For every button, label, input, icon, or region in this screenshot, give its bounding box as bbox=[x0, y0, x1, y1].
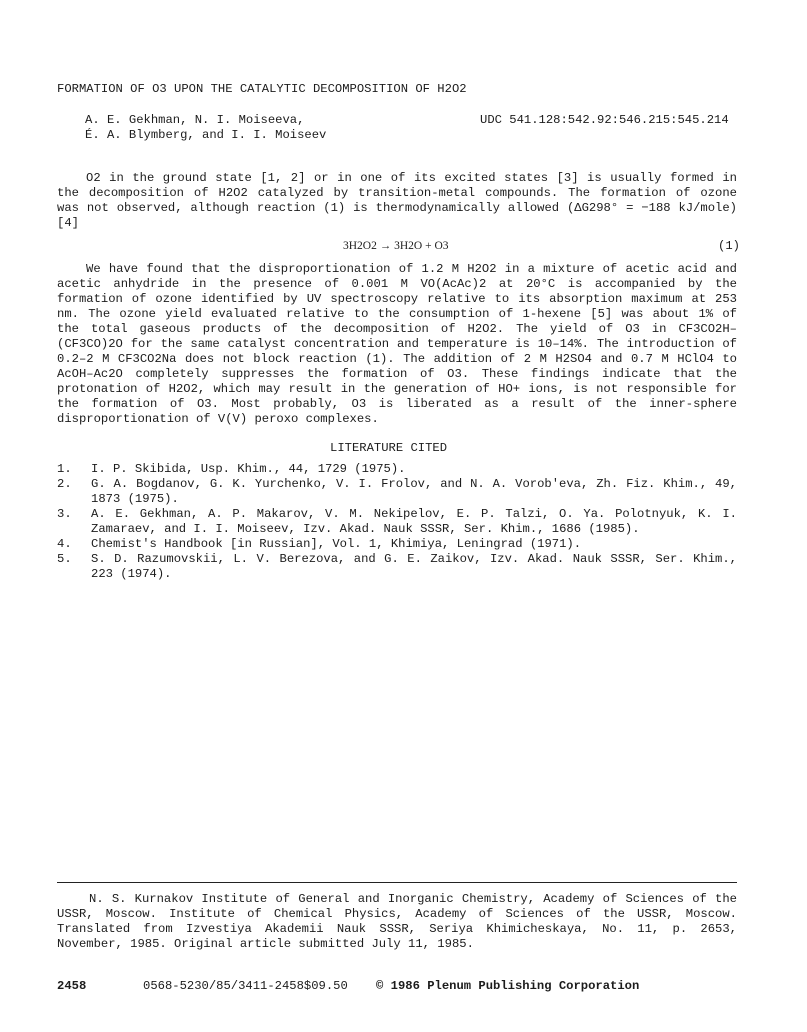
article-title: FORMATION OF O3 UPON THE CATALYTIC DECOMPOSITION OF H2O2 bbox=[57, 82, 467, 96]
affiliation-footnote: N. S. Kurnakov Institute of General and Inorganic Chemistry, Academy of Sciences of the USSR, Moscow. Institute of Chemical Physics, Academy of Sciences of the USSR, Moscow. Translated from Izvestiya Akademii Nauk SSSR, Seriya Khimicheskaya, No. 11, p. 2653, November, 1985. Original article submitted July 11, 1985. bbox=[57, 892, 737, 951]
copyright-notice: © 1986 Plenum Publishing Corporation bbox=[376, 979, 640, 993]
author-block bbox=[85, 113, 326, 143]
authors-line-2: É. A. Blymberg, and I. I. Moiseev bbox=[85, 128, 327, 142]
reference-item bbox=[57, 552, 737, 582]
footnote-divider bbox=[57, 882, 737, 883]
reference-text: I. P. Skibida, Usp. Khim., 44, 1729 (1975). bbox=[91, 462, 406, 476]
reference-text: G. A. Bogdanov, G. K. Yurchenko, V. I. Frolov, and N. A. Vorob'eva, Zh. Fiz. Khim., 49, 1873 (1975). bbox=[91, 477, 737, 506]
udc-code: UDC 541.128:542.92:546.215:545.214 bbox=[480, 113, 729, 127]
reference-item bbox=[57, 507, 737, 537]
reference-text: Chemist's Handbook [in Russian], Vol. 1, Khimiya, Leningrad (1971). bbox=[91, 537, 582, 551]
page-number: 2458 bbox=[57, 979, 87, 993]
reference-number: 2. bbox=[57, 477, 72, 491]
reference-number: 3. bbox=[57, 507, 72, 521]
paragraph-intro: O2 in the ground state [1, 2] or in one of its excited states [3] is usually formed in the decomposition of H2O2 catalyzed by transition-metal compounds. The formation of ozone was not observed, although reaction (1) is thermodynamically allowed (ΔG298° = −188 kJ/mole) [4] bbox=[57, 171, 737, 230]
reference-item bbox=[57, 462, 737, 477]
reference-text: S. D. Razumovskii, L. V. Berezova, and G. E. Zaikov, Izv. Akad. Nauk SSSR, Ser. Khim., 223 (1974). bbox=[91, 552, 737, 581]
reference-number: 1. bbox=[57, 462, 72, 476]
reference-item bbox=[57, 477, 737, 507]
reaction-equation: 3H2O2 → 3H2O + O3 bbox=[343, 240, 449, 252]
reference-text: A. E. Gekhman, A. P. Makarov, V. M. Nekipelov, E. P. Talzi, O. Ya. Polotnyuk, K. I. Zamaraev, and I. I. Moiseev, Izv. Akad. Nauk SSSR, Ser. Khim., 1686 (1985). bbox=[91, 507, 737, 536]
article-code: 0568-5230/85/3411-2458$09.50 bbox=[143, 979, 348, 993]
authors-line-1: A. E. Gekhman, N. I. Moiseeva, bbox=[85, 113, 305, 127]
reference-item bbox=[57, 537, 737, 552]
reference-number: 5. bbox=[57, 552, 72, 566]
reference-number: 4. bbox=[57, 537, 72, 551]
literature-heading: LITERATURE CITED bbox=[330, 441, 448, 455]
reference-list bbox=[57, 462, 737, 582]
paragraph-findings: We have found that the disproportionation of 1.2 M H2O2 in a mixture of acetic acid and acetic anhydride in the presence of 0.001 M VO(AcAc)2 at 20°C is accompanied by the formation of ozone identified by UV spectroscopy relative to its absorption maximum at 253 nm. The ozone yield evaluated relative to the consumption of 1-hexene [5] was about 1% of the total gaseous products of the decomposition of H2O2. The yield of O3 in CF3CO2H–(CF3CO)2O for the same catalyst concentration and temperature is 10–14%. The introduction of 0.2–2 M CF3CO2Na does not block reaction (1). The addition of 2 M H2SO4 and 0.7 M HClO4 to AcOH–Ac2O completely suppresses the formation of O3. These findings indicate that the protonation of H2O2, which may result in the generation of HO+ ions, is not responsible for the formation of O3. Most probably, O3 is liberated as a result of the inner-sphere disproportionation of V(V) peroxo complexes. bbox=[57, 262, 737, 426]
equation-number: (1) bbox=[718, 239, 740, 253]
